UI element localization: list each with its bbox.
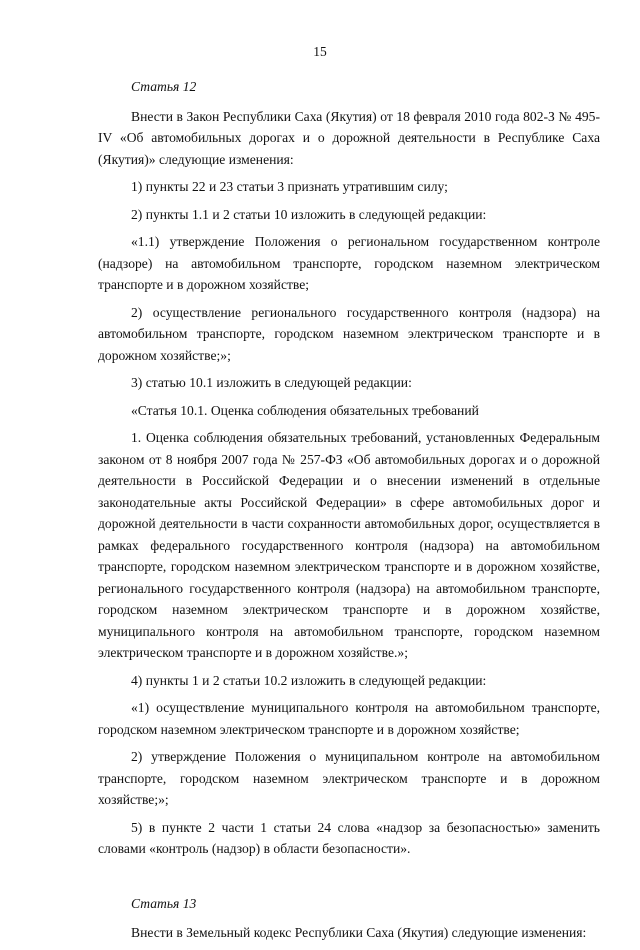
article-12-paragraph-11: 2) утверждение Положения о муниципальном контроле на автомобильном транспорте, городском наземном электрическом транспорте и в дорожном хозяйстве;»; [98, 749, 600, 807]
article-12-paragraph-2: 1) пункты 22 и 23 статьи 3 признать утратившим силу; [131, 179, 448, 194]
article-12-paragraph-3: 2) пункты 1.1 и 2 статьи 10 изложить в следующей редакции: [131, 206, 487, 222]
article-13-heading: Статья 13 [131, 895, 197, 911]
article-12-paragraph-9: 4) пункты 1 и 2 статьи 10.2 изложить в следующей редакции: [131, 672, 487, 688]
article-13-paragraph-1: Внести в Земельный кодекс Республики Саха (Якутия) следующие изменения: [131, 925, 587, 940]
article-12-paragraph-4: «1.1) утверждение Положения о региональном государственном контроле (надзоре) на автомобильном транспорте, городском наземном электрическом транспорте и в дорожном хозяйстве; [98, 234, 600, 292]
article-12-paragraph-1: Внести в Закон Республики Саха (Якутия) от 18 февраля 2010 года 802-З № 495-IV «Об автомобильных дорогах и о дорожной деятельности в Республике Саха (Якутия)» следующие изменения: [98, 108, 600, 167]
article-12-paragraph-5: 2) осуществление регионального государственного контроля (надзора) на автомобильном транспорте, городском наземном электрическом транспорте и в дорожном хозяйстве;»; [98, 304, 600, 363]
article-12-paragraph-8: 1. Оценка соблюдения обязательных требований, установленных Федеральным законом от 8 ноября 2007 года № 257-ФЗ «Об автомобильных дорогах и о дорожной деятельности в Российской Федерации и о внесении изменений в отдельные законодательные акты Российской Федерации» в сфере автомобильных дорог и дорожной деятельности в части сохранности автомобильных дорог, осуществляется в рамках федерального государственного контроля (надзора) на автомобильном транспорте, городском наземном электрическом транспорте и в дорожном хозяйстве, регионального государственного контроля (надзора) на автомобильном транспорте, городском наземном электрическом транспорте и в дорожном хозяйстве, муниципального контроля на автомобильном транспорте, городском наземном электрическом транспорте и в дорожном хозяйстве.»; [98, 430, 600, 660]
article-12-paragraph-12: 5) в пункте 2 части 1 статьи 24 слова «надзор за безопасностью» заменить словами «контроль (надзор) в области безопасности». [98, 819, 600, 856]
document-body [98, 76, 600, 950]
article-12-paragraph-10: «1) осуществление муниципального контроля на автомобильном транспорте, городском наземном электрическом транспорте и в дорожном хозяйстве; [98, 700, 600, 737]
article-12-heading: Статья 12 [131, 79, 197, 94]
article-12-paragraph-7: «Статья 10.1. Оценка соблюдения обязательных требований [131, 402, 479, 418]
page-number: 15 [313, 44, 327, 59]
article-12-paragraph-6: 3) статью 10.1 изложить в следующей редакции: [131, 375, 412, 390]
